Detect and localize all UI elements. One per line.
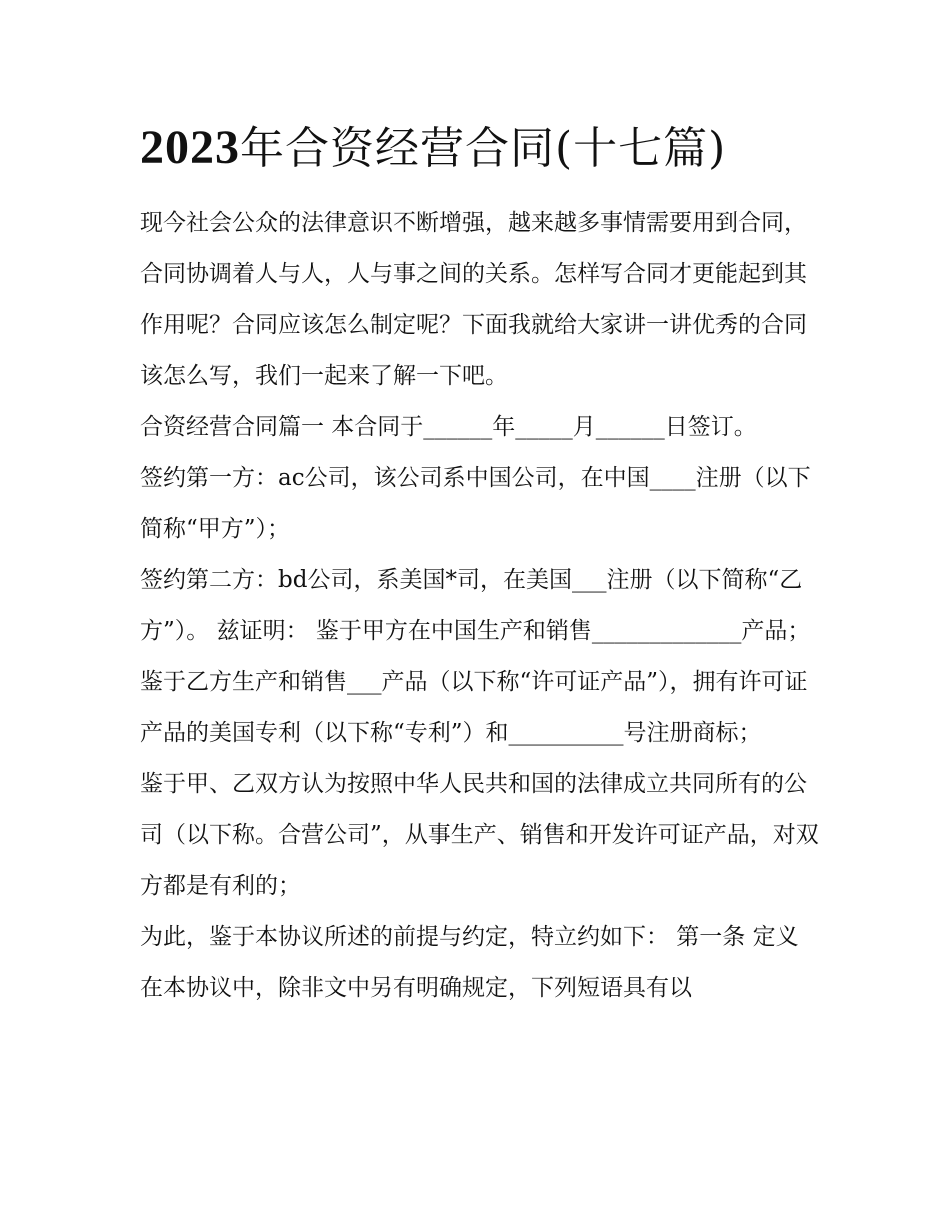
paragraph-licensed-product: 鉴于乙方生产和销售___产品（以下称“许可证产品”），拥有许可证产品的美国专利（以下称“专利”）和__________号注册商标； <box>140 669 808 746</box>
paragraph-intro: 现今社会公众的法律意识不断增强，越来越多事情需要用到合同，合同协调着人与人，人与事之间的关系。怎样写合同才更能起到其作用呢？合同应该怎么制定呢？下面我就给大家讲一讲优秀的合同该怎么写，我们一起来了解一下吧。 <box>140 210 807 389</box>
document-body <box>140 198 820 1014</box>
paragraph-joint-venture: 鉴于甲、乙双方认为按照中华人民共和国的法律成立共同所有的公司（以下称。合营公司”，从事生产、销售和开发许可证产品，对双方都是有利的； <box>140 771 819 899</box>
title-year: 2023 <box>140 121 240 174</box>
document-title <box>140 118 840 179</box>
paragraph-party-b: 签约第二方：bd公司，系美国*司，在美国___注册（以下简称“乙方”）。 兹证明： 鉴于甲方在中国生产和销售_____________产品； <box>140 567 811 644</box>
paragraph-party-a: 签约第一方：ac公司，该公司系中国公司，在中国____注册（以下简称“甲方”）； <box>140 465 811 542</box>
paragraph-definitions: 为此，鉴于本协议所述的前提与约定，特立约如下： 第一条 定义 在本协议中，除非文中另有明确规定，下列短语具有以 <box>140 924 799 1001</box>
paragraph-signing-date: 合资经营合同篇一 本合同于______年_____月______日签订。 <box>140 414 757 440</box>
title-text: 年合资经营合同(十七篇) <box>240 123 727 174</box>
